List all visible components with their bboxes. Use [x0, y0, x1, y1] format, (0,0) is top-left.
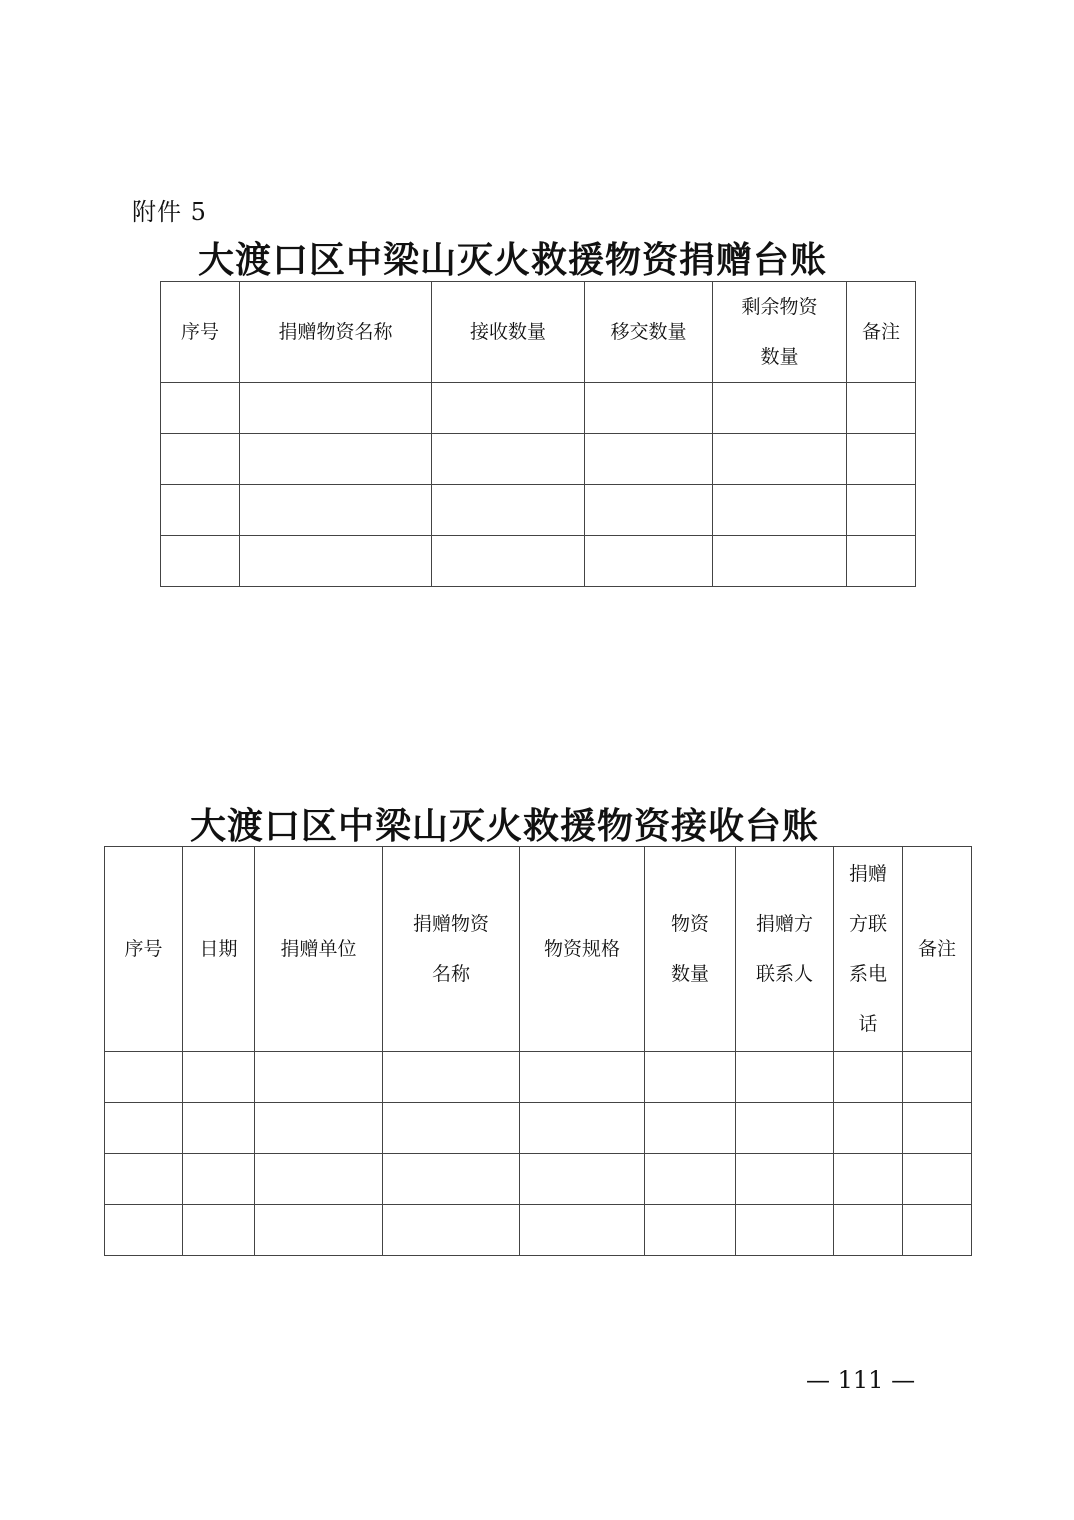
table-cell[interactable]: [713, 536, 847, 587]
header-cell-donor-unit: 捐赠单位: [255, 847, 383, 1052]
header-cell-quantity: 物资 数量: [645, 847, 736, 1052]
table-cell[interactable]: [903, 1205, 972, 1256]
table-cell[interactable]: [520, 1154, 645, 1205]
table-cell[interactable]: [105, 1154, 183, 1205]
table-cell[interactable]: [736, 1103, 834, 1154]
table-cell[interactable]: [645, 1103, 736, 1154]
receipt-ledger-title: 大渡口区中梁山灭火救援物资接收台账: [190, 805, 820, 847]
header-cell-remarks: 备注: [847, 282, 916, 383]
table-cell[interactable]: [847, 536, 916, 587]
table-cell[interactable]: [585, 536, 713, 587]
table-cell[interactable]: [834, 1052, 903, 1103]
table-cell[interactable]: [105, 1052, 183, 1103]
attachment-label: 附件 5: [132, 198, 207, 226]
table-cell[interactable]: [383, 1103, 520, 1154]
header-cell-index: 序号: [161, 282, 240, 383]
receipt-ledger-table: [104, 846, 972, 1256]
table-cell[interactable]: [585, 434, 713, 485]
table-cell[interactable]: [645, 1052, 736, 1103]
table-cell[interactable]: [432, 536, 585, 587]
table-cell[interactable]: [736, 1154, 834, 1205]
table-cell[interactable]: [432, 485, 585, 536]
table-cell[interactable]: [736, 1205, 834, 1256]
table-row: [161, 434, 916, 485]
table-cell[interactable]: [255, 1103, 383, 1154]
header-cell-transferred-qty: 移交数量: [585, 282, 713, 383]
table-cell[interactable]: [585, 485, 713, 536]
table-row: [161, 485, 916, 536]
donation-ledger-title: 大渡口区中梁山灭火救援物资捐赠台账: [198, 239, 828, 281]
header-cell-index: 序号: [105, 847, 183, 1052]
table-cell[interactable]: [183, 1154, 255, 1205]
table-cell[interactable]: [161, 434, 240, 485]
table-row: [105, 1052, 972, 1103]
table-row: [161, 536, 916, 587]
header-cell-item-name: 捐赠物资名称: [240, 282, 432, 383]
table-cell[interactable]: [183, 1205, 255, 1256]
table-cell[interactable]: [255, 1154, 383, 1205]
table-cell[interactable]: [161, 383, 240, 434]
table-cell[interactable]: [520, 1103, 645, 1154]
table-header-row: [161, 282, 916, 383]
table-cell[interactable]: [383, 1052, 520, 1103]
table-row: [105, 1103, 972, 1154]
table-cell[interactable]: [520, 1052, 645, 1103]
table-cell[interactable]: [432, 434, 585, 485]
table-cell[interactable]: [713, 434, 847, 485]
table-cell[interactable]: [834, 1205, 903, 1256]
table-cell[interactable]: [847, 485, 916, 536]
header-cell-date: 日期: [183, 847, 255, 1052]
table-cell[interactable]: [161, 485, 240, 536]
table-cell[interactable]: [432, 383, 585, 434]
table-cell[interactable]: [383, 1154, 520, 1205]
table-row: [161, 383, 916, 434]
header-cell-spec: 物资规格: [520, 847, 645, 1052]
table-cell[interactable]: [645, 1154, 736, 1205]
table-cell[interactable]: [255, 1052, 383, 1103]
table-cell[interactable]: [834, 1154, 903, 1205]
table-cell[interactable]: [240, 536, 432, 587]
table-cell[interactable]: [903, 1103, 972, 1154]
table-row: [105, 1205, 972, 1256]
page-number: — 111 —: [806, 1366, 916, 1394]
header-cell-contact-person: 捐赠方 联系人: [736, 847, 834, 1052]
donation-ledger-table: [160, 281, 916, 587]
table-cell[interactable]: [183, 1052, 255, 1103]
table-cell[interactable]: [903, 1154, 972, 1205]
table-cell[interactable]: [383, 1205, 520, 1256]
table-cell[interactable]: [847, 434, 916, 485]
table-cell[interactable]: [240, 383, 432, 434]
table-cell[interactable]: [645, 1205, 736, 1256]
table-cell[interactable]: [834, 1103, 903, 1154]
table-cell[interactable]: [585, 383, 713, 434]
table-cell[interactable]: [255, 1205, 383, 1256]
table-cell[interactable]: [105, 1103, 183, 1154]
table-cell[interactable]: [713, 485, 847, 536]
header-cell-item-name: 捐赠物资 名称: [383, 847, 520, 1052]
header-cell-received-qty: 接收数量: [432, 282, 585, 383]
table-cell[interactable]: [161, 536, 240, 587]
table-cell[interactable]: [183, 1103, 255, 1154]
table-cell[interactable]: [240, 434, 432, 485]
table-cell[interactable]: [105, 1205, 183, 1256]
table-cell[interactable]: [736, 1052, 834, 1103]
table-cell[interactable]: [903, 1052, 972, 1103]
table-header-row: [105, 847, 972, 1052]
table-cell[interactable]: [520, 1205, 645, 1256]
header-cell-contact-phone: 捐赠 方联 系电 话: [834, 847, 903, 1052]
header-cell-remarks: 备注: [903, 847, 972, 1052]
header-cell-remaining-qty: 剩余物资 数量: [713, 282, 847, 383]
table-row: [105, 1154, 972, 1205]
table-cell[interactable]: [713, 383, 847, 434]
table-cell[interactable]: [240, 485, 432, 536]
table-cell[interactable]: [847, 383, 916, 434]
